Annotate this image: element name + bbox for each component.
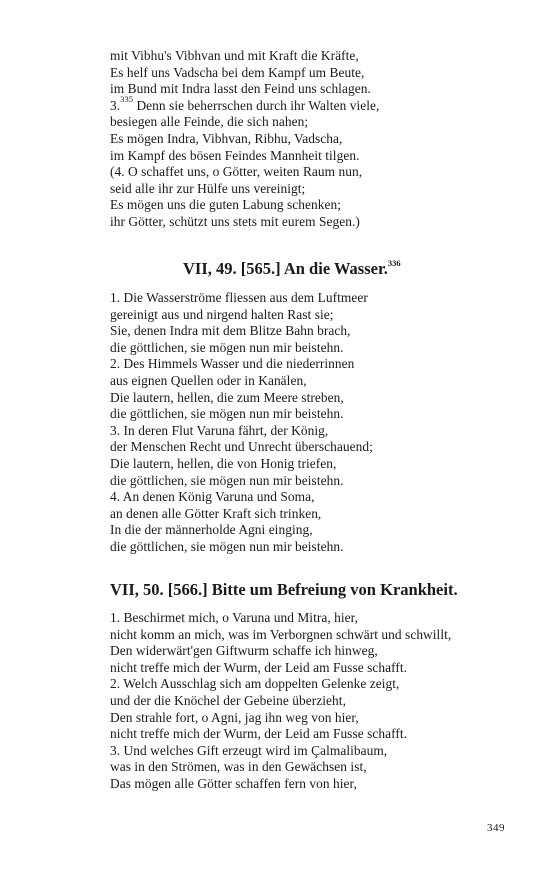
page-number: 349 (487, 822, 505, 834)
verse-line: 2. Des Himmels Wasser und die niederrinnen (110, 356, 355, 372)
verse-line: was in den Strömen, was in den Gewächsen ist, (110, 759, 367, 775)
verse-line: Das mögen alle Götter schaffen fern von hier, (110, 775, 357, 791)
verse-line: die göttlichen, sie mögen nun mir beistehn. (110, 472, 344, 488)
verse-line: Den strahle fort, o Agni, jag ihn weg von hier, (110, 709, 359, 725)
verse-line: die göttlichen, sie mögen nun mir beistehn. (110, 406, 344, 422)
verse-line: an denen alle Götter Kraft sich trinken, (110, 505, 322, 521)
section-heading-1 (0, 259, 550, 279)
section-heading-2 (0, 580, 550, 600)
verse-line: nicht komm an mich, was im Verborgnen schwärt und schwillt, (110, 626, 452, 642)
verse-line: nicht treffe mich der Wurm, der Leid am Fusse schafft. (110, 726, 408, 742)
verse-line: Es helf uns Vadscha bei dem Kampf um Beute, (110, 64, 365, 80)
verse-line: 4. An denen König Varuna und Soma, (110, 489, 315, 505)
verse-line: Es mögen Indra, Vibhvan, Ribhu, Vadscha, (110, 130, 343, 146)
verse-line: In die der männerholde Agni einging, (110, 522, 313, 538)
verse-line: und der die Knöchel der Gebeine überzieht, (110, 692, 346, 708)
verse-line: nicht treffe mich der Wurm, der Leid am Fusse schafft. (110, 659, 408, 675)
heading-text: VII, 50. [566.] Bitte um Befreiung von Krankheit. (110, 580, 458, 599)
verse-line: 1. Die Wasserströme fliessen aus dem Luftmeer (110, 290, 368, 305)
verse-line: die göttlichen, sie mögen nun mir beistehn. (110, 339, 344, 355)
verse-line-with-footnote (110, 94, 530, 115)
verse-line: 3. In deren Flut Varuna fährt, der König, (110, 422, 329, 438)
verse-line: im Bund mit Indra lasst den Feind uns schlagen. (110, 81, 371, 97)
verse-line: (4. O schaffet uns, o Götter, weiten Raum nun, (110, 164, 363, 180)
verse-line: seid alle ihr zur Hülfe uns vereinigt; (110, 180, 306, 196)
verse-line: 3. Und welches Gift erzeugt wird im Çalmalibaum, (110, 742, 388, 758)
verse-line: besiegen alle Feinde, die sich nahen; (110, 114, 309, 130)
verse-line: mit Vibhu's Vibhvan und mit Kraft die Kräfte, (110, 48, 359, 63)
verse-line: Den widerwärt'gen Giftwurm schaffe ich hinweg, (110, 643, 378, 659)
footnote-marker[interactable]: 335 (120, 94, 134, 105)
verse-line: 2. Welch Ausschlag sich am doppelten Gelenke zeigt, (110, 676, 400, 692)
verse-line: gereinigt aus und nirgend halten Rast sie; (110, 306, 334, 322)
verse-block-2 (110, 290, 530, 556)
verse-line: ihr Götter, schützt uns stets mit eurem Segen.) (110, 213, 360, 229)
verse-line: Die lautern, hellen, die von Honig triefen, (110, 455, 337, 471)
verse-line: die göttlichen, sie mögen nun mir beistehn. (110, 538, 344, 554)
verse-line: Es mögen uns die guten Labung schenken; (110, 197, 342, 213)
verse-line: der Menschen Recht und Unrecht überschauend; (110, 439, 373, 455)
verse-line: 1. Beschirmet mich, o Varuna und Mitra, hier, (110, 610, 359, 625)
footnote-marker[interactable]: 336 (387, 257, 401, 268)
verse-line: Die lautern, hellen, die zum Meere streben, (110, 389, 344, 405)
verse-line: Sie, denen Indra mit dem Blitze Bahn brach, (110, 323, 351, 339)
verse-number: 3. (110, 97, 121, 113)
verse-block-3 (110, 610, 530, 793)
verse-line: aus eignen Quellen oder in Kanälen, (110, 372, 307, 388)
verse-block-1 (110, 48, 530, 231)
verse-line: im Kampf des bösen Feindes Mannheit tilgen. (110, 147, 360, 163)
heading-text: VII, 49. [565.] An die Wasser. (183, 259, 388, 278)
verse-text: Denn sie beherrschen durch ihr Walten viele, (133, 97, 380, 113)
